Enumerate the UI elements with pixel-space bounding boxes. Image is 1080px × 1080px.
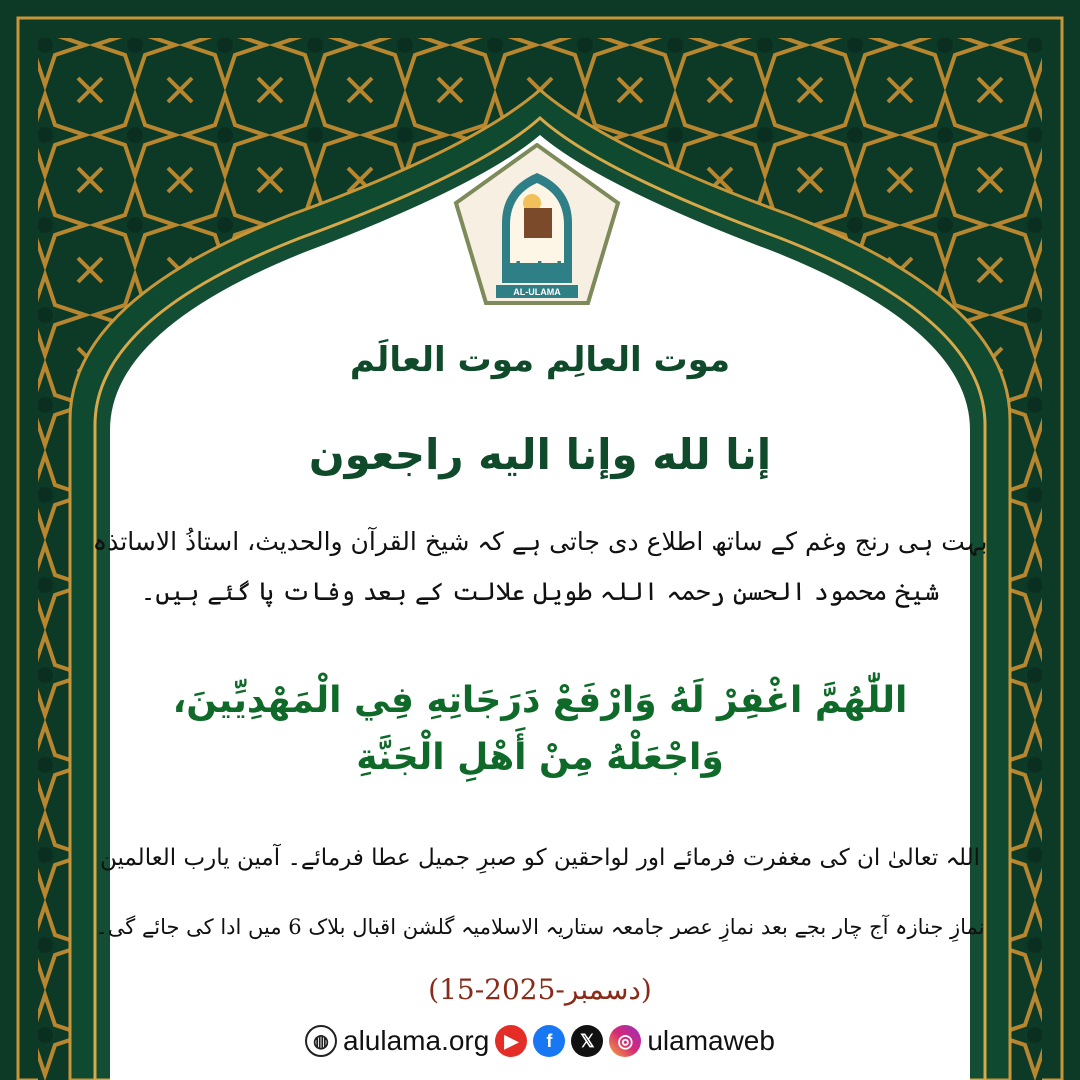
globe-icon: ◍: [305, 1025, 337, 1057]
heading-inna-lillah: إنا لله وإنا اليه راجعون: [308, 430, 772, 479]
date: (15-دسمبر-2025): [428, 973, 652, 1006]
heading-maut-ul-alim: موت العالِم موت العالَم: [349, 340, 731, 380]
footer-social: [0, 1025, 1080, 1057]
youtube-icon[interactable]: ▶: [495, 1025, 527, 1057]
dua-line-2: وَاجْعَلْهُ مِنْ أَهْلِ الْجَنَّةِ: [356, 737, 724, 778]
svg-text:AL-ULAMA: AL-ULAMA: [513, 287, 561, 297]
announcement-line-1: بہت ہی رنج وغم کے ساتھ اطلاع دی جاتی ہے کہ شیخ القرآن والحدیث، استاذُ الاساتذہ: [92, 527, 988, 556]
instagram-icon[interactable]: ◎: [609, 1025, 641, 1057]
announcement-line-2: شیخ محمود الحسن رحمہ اللہ طویل علالت کے بعد وفات پا گئے ہیں۔: [140, 577, 940, 606]
al-ulama-logo: [452, 143, 622, 308]
social-handle[interactable]: ulamaweb: [647, 1025, 775, 1056]
dua-line-1: اللّٰهُمَّ اغْفِرْ لَهُ وَارْفَعْ دَرَجَاتِهِ فِي الْمَهْدِيِّينَ،: [172, 680, 908, 721]
website-link[interactable]: alulama.org: [343, 1025, 490, 1056]
svg-text:العلماء: العلماء: [504, 257, 570, 281]
funeral-prayer-text: نمازِ جنازہ آج چار بجے بعد نمازِ عصر جامعہ ستاریہ الاسلامیہ گلشن اقبال بلاک 6 میں ادا کی جائے گی۔: [95, 915, 985, 939]
x-icon[interactable]: 𝕏: [571, 1025, 603, 1057]
condolence-text: اللہ تعالیٰ ان کی مغفرت فرمائے اور لواحقین کو صبرِ جمیل عطا فرمائے۔ آمین یارب العالمین: [99, 845, 981, 871]
facebook-icon[interactable]: f: [533, 1025, 565, 1057]
